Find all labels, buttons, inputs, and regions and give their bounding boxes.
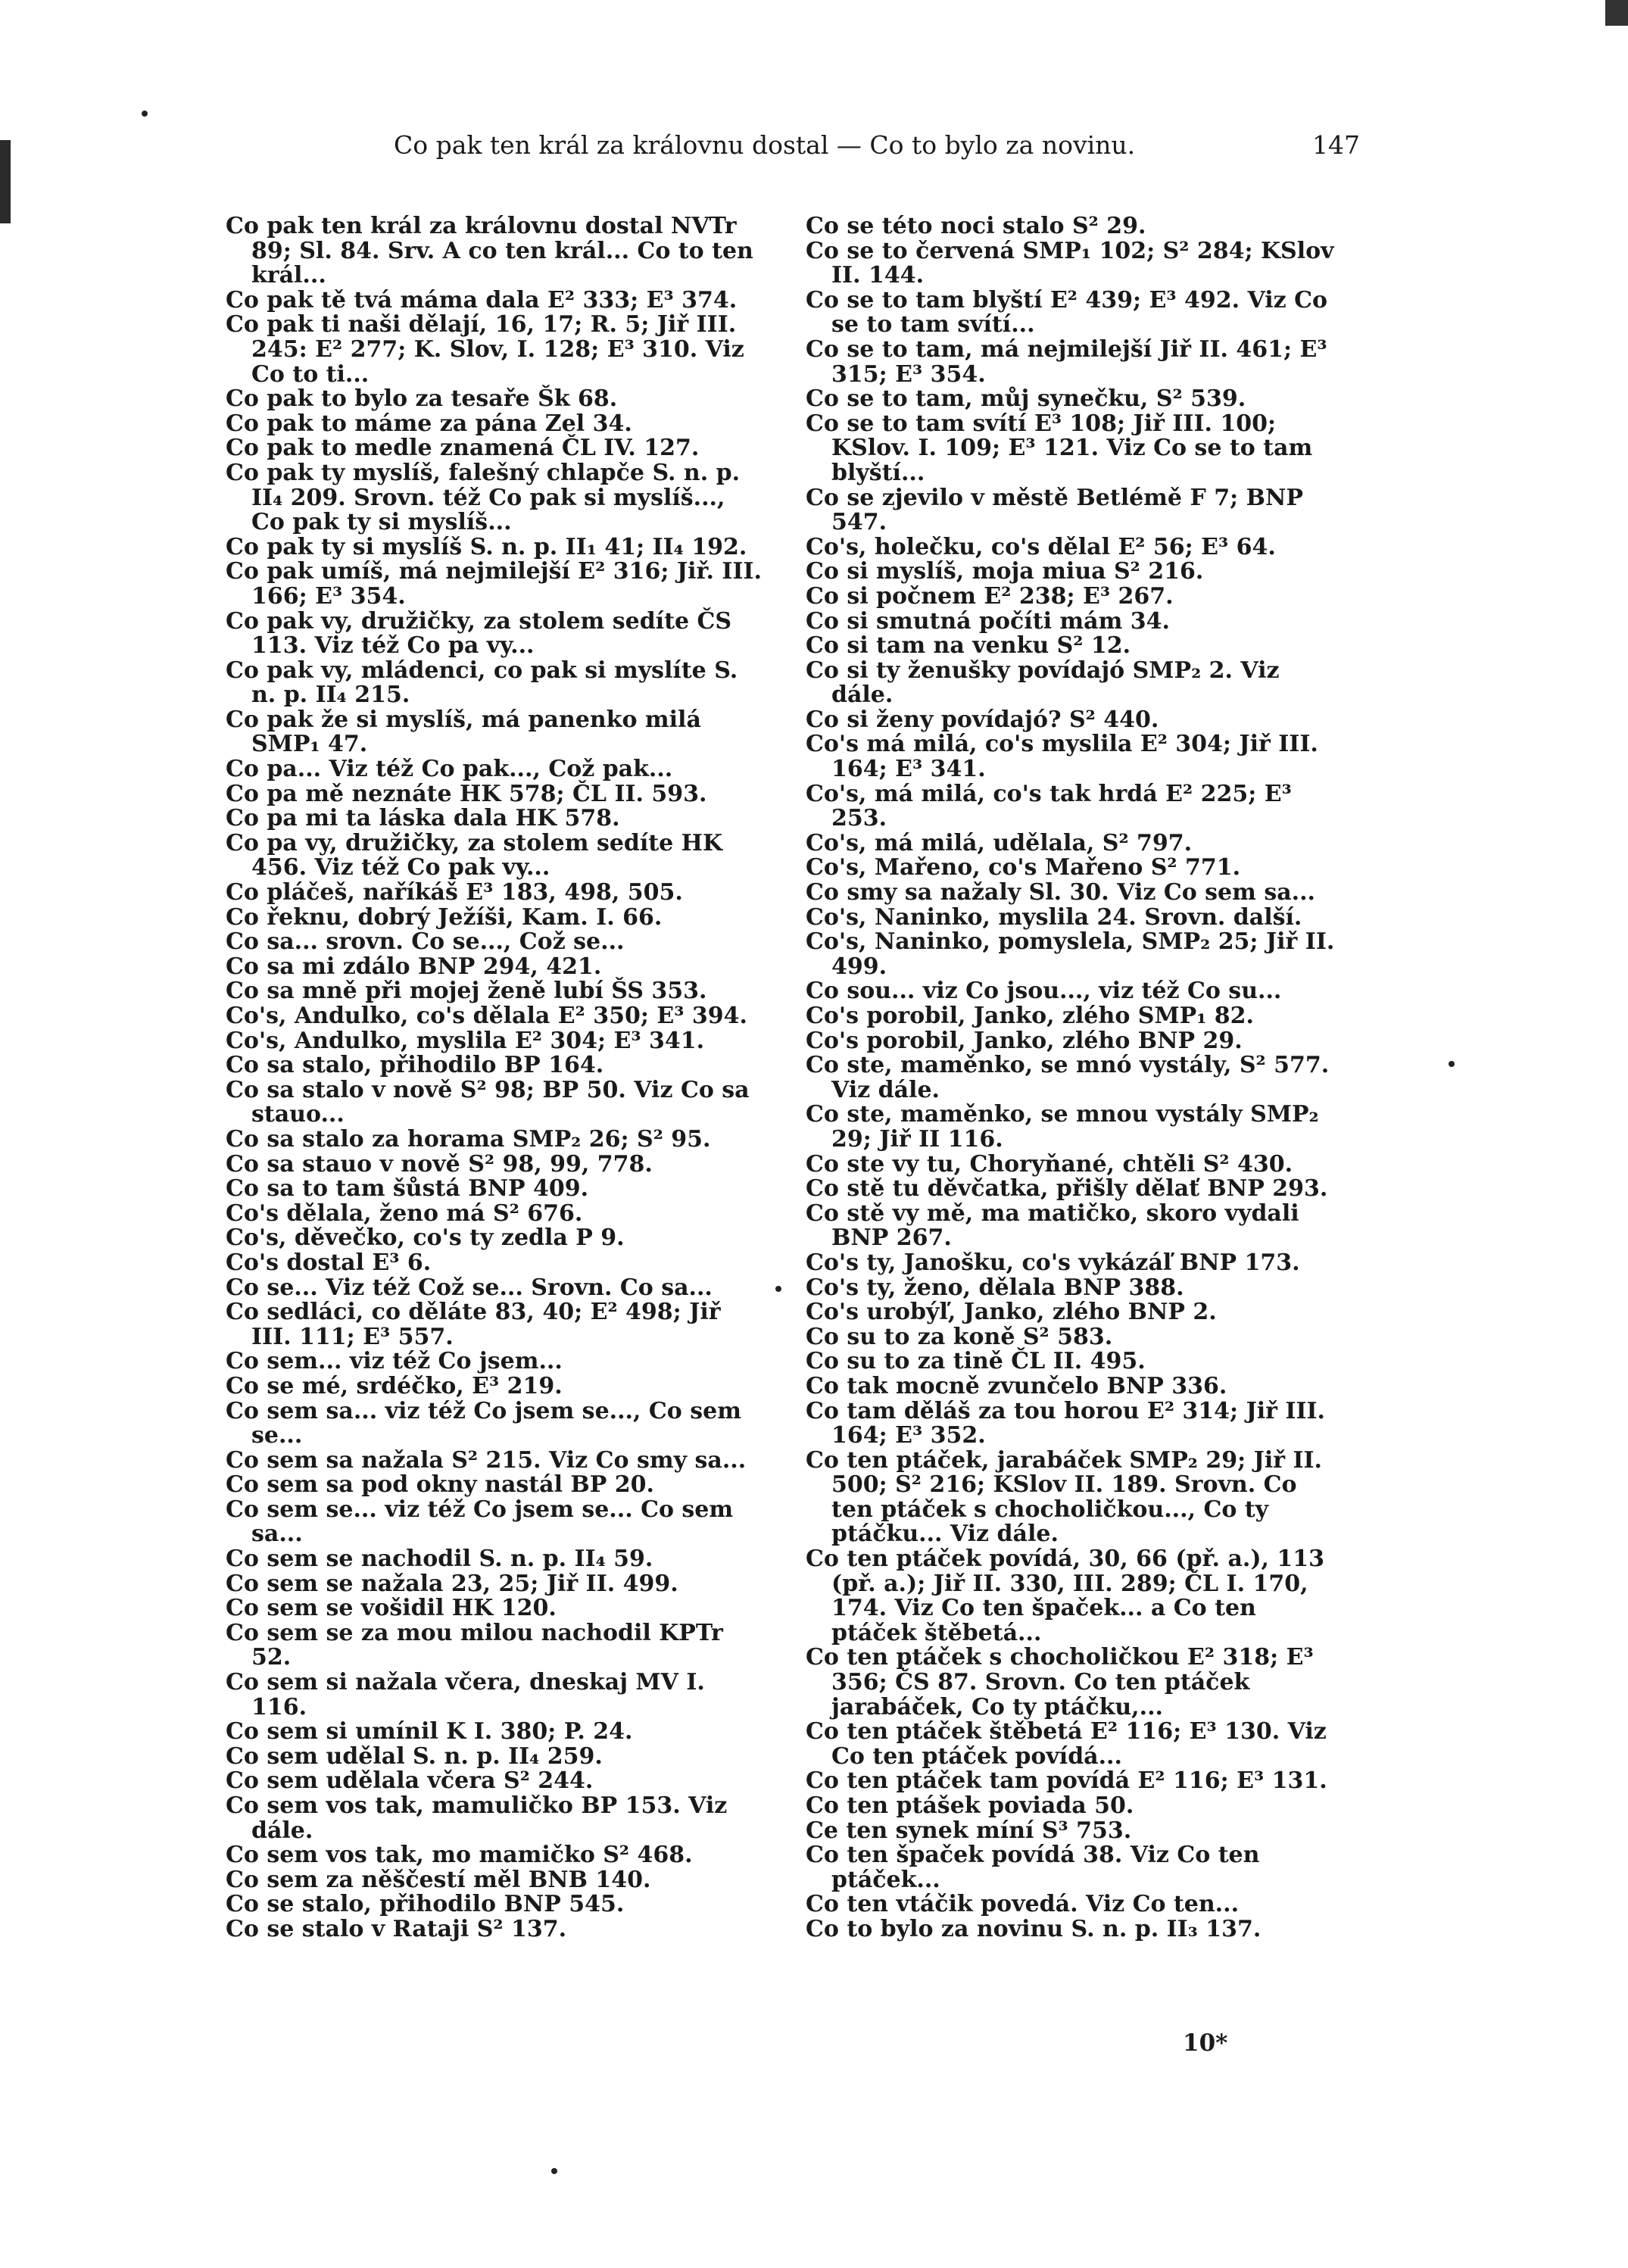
- index-entry: Co's, Andulko, myslila E² 304; E³ 341.: [226, 1027, 705, 1054]
- index-entry: Co's, má milá, co's tak hrdá E² 225; E³ 253.: [806, 780, 1292, 832]
- index-entry: Co se... Viz též Což se... Srovn. Co sa...: [226, 1274, 713, 1301]
- index-entry: Co tam děláš za tou horou E² 314; Jiř III. 164; E³ 352.: [806, 1397, 1325, 1449]
- scan-edge-mark: [0, 140, 11, 223]
- index-entry: Co pak ti naši dělají, 16, 17; R. 5; Jiř III. 245: E² 277; K. Slov, I. 128; E³ 310. Viz Co to ti...: [226, 311, 744, 388]
- index-entry: Co stě vy mě, ma matičko, skoro vydali BNP 267.: [806, 1200, 1299, 1252]
- index-entry: Co pa vy, družičky, za stolem sedíte HK 456. Viz též Co pak vy...: [226, 829, 723, 881]
- index-entry: Co ten ptáček povídá, 30, 66 (př. a.), 113 (př. a.); Jiř II. 330, III. 289; ČL I. 170, 174. Viz Co ten špaček... a Co ten ptáček štěbetá...: [806, 1546, 1325, 1646]
- index-entry: Co ste, maměnko, se mnou vystály SMP₂ 29; Jiř II 116.: [806, 1101, 1319, 1153]
- index-entry: Co pak to medle znamená ČL IV. 127.: [226, 435, 700, 462]
- index-entry: Co sa to tam šůstá BNP 409.: [226, 1175, 589, 1203]
- index-entry: Co's porobil, Janko, zlého SMP₁ 82.: [806, 1003, 1254, 1029]
- index-entry: Co sem vos tak, mamuličko BP 153. Viz dále.: [226, 1792, 728, 1844]
- index-entry: Co ten špaček povídá 38. Viz Co ten ptáček...: [806, 1842, 1260, 1893]
- index-entry: Co tak mocně zvunčelo BNP 336.: [806, 1372, 1227, 1399]
- index-entry: Co sem se za mou milou nachodil KPTr 52.: [226, 1619, 723, 1671]
- index-entry: Co pa mi ta láska dala HK 578.: [226, 805, 620, 832]
- index-entry: Co sou... viz Co jsou..., viz též Co su...: [806, 978, 1282, 1005]
- index-entry: Co pa... Viz též Co pak..., Což pak...: [226, 756, 673, 783]
- index-entry: Co's dělala, ženo má S² 676.: [226, 1200, 583, 1227]
- index-entry: Co sem sa pod okny nastál BP 20.: [226, 1471, 654, 1499]
- index-entry: Co stě tu děvčatka, přišly dělať BNP 293.: [806, 1175, 1328, 1203]
- index-entry: Co sa stalo v nově S² 98; BP 50. Viz Co sa stauo...: [226, 1076, 750, 1128]
- index-entry: Co sa stalo, přihodilo BP 164.: [226, 1052, 604, 1079]
- index-entry: Co se to tam svítí E³ 108; Jiř III. 100; KSlov. I. 109; E³ 121. Viz Co se to tam blyští...: [806, 410, 1313, 486]
- index-entry: Co sedláci, co děláte 83, 40; E² 498; Jiř III. 111; E³ 557.: [226, 1299, 721, 1350]
- index-entry: Co si ty ženušky povídajó SMP₂ 2. Viz dále.: [806, 657, 1280, 709]
- index-entry: Co sem... viz též Co jsem...: [226, 1348, 563, 1375]
- index-entry: Co smy sa nažaly Sl. 30. Viz Co sem sa...: [806, 879, 1315, 906]
- index-entry: Co su to za tině ČL II. 495.: [806, 1348, 1146, 1375]
- index-entry: Co sem si nažala včera, dneskaj MV I. 116.: [226, 1669, 705, 1720]
- index-entry: Co's porobil, Janko, zlého BNP 29.: [806, 1027, 1243, 1054]
- index-entry: Co sem si umínil K I. 380; P. 24.: [226, 1718, 633, 1745]
- speck-dot: [775, 1286, 781, 1292]
- index-entry: Co si smutná počíti mám 34.: [806, 607, 1170, 635]
- index-entry: Co pak ty si myslíš S. n. p. II₁ 41; II₄ 192.: [226, 533, 747, 560]
- index-entry: Co si ženy povídajó? S² 440.: [806, 706, 1159, 733]
- index-entry: Co pak tě tvá máma dala E² 333; E³ 374.: [226, 286, 738, 314]
- index-entry: Co sa mi zdálo BNP 294, 421.: [226, 953, 602, 980]
- index-entry: Co sem se nachodil S. n. p. II₄ 59.: [226, 1546, 653, 1573]
- index-entry: Ce ten synek míní S³ 753.: [806, 1817, 1132, 1844]
- right-column: [806, 214, 1343, 1942]
- index-entry: Co sa... srovn. Co se..., Což se...: [226, 928, 625, 956]
- index-entry: Co pak to bylo za tesaře Šk 68.: [226, 385, 618, 413]
- index-entry: Co sem za něščestí měl BNB 140.: [226, 1866, 651, 1893]
- index-entry: Co se stalo, přihodilo BNP 545.: [226, 1891, 625, 1918]
- index-entry: Co se to tam blyští E² 439; E³ 492. Viz Co se to tam svítí...: [806, 286, 1328, 338]
- index-entry: Co se to tam, můj synečku, S² 539.: [806, 385, 1246, 413]
- index-entry: Co's dostal E³ 6.: [226, 1249, 432, 1276]
- index-entry: Co pak to máme za pána Zel 34.: [226, 410, 632, 437]
- index-entry: Co's má milá, co's myslila E² 304; Jiř III. 164; E³ 341.: [806, 731, 1318, 783]
- index-entry: Co ten ptáček s chocholičkou E² 318; E³ 356; ČS 87. Srovn. Co ten ptáček jarabáček, Co ty ptáčku,...: [806, 1644, 1314, 1720]
- index-entry: Co's, děvečko, co's ty zedla P 9.: [226, 1224, 625, 1252]
- index-entry: Co sa mně při mojej ženě lubí ŠS 353.: [226, 978, 707, 1005]
- index-entry: Co pak že si myslíš, má panenko milá SMP₁ 47.: [226, 706, 701, 758]
- index-entry: Co pak vy, mládenci, co pak si myslíte S. n. p. II₄ 215.: [226, 657, 738, 709]
- index-entry: Co ten ptáček štěbetá E² 116; E³ 130. Viz Co ten ptáček povídá...: [806, 1718, 1327, 1770]
- index-entry: Co's, Naninko, pomyslela, SMP₂ 25; Jiř II. 499.: [806, 928, 1335, 980]
- running-title: Co pak ten král za královnu dostal — Co to bylo za novinu.: [394, 130, 1136, 160]
- index-entry: Co's, Naninko, myslila 24. Srovn. další.: [806, 903, 1302, 931]
- index-entry: Co ten vtáčik povedá. Viz Co ten...: [806, 1891, 1240, 1918]
- index-entry: Co's, Mařeno, co's Mařeno S² 771.: [806, 854, 1241, 881]
- index-entry: Co pak ty myslíš, falešný chlapče S. n. p. II₄ 209. Srovn. též Co pak si myslíš..., Co pak ty si myslíš...: [226, 459, 741, 536]
- index-entry: Co ste vy tu, Choryňané, chtěli S² 430.: [806, 1150, 1293, 1178]
- index-entry: Co ten ptáček, jarabáček SMP₂ 29; Jiř II. 500; S² 216; KSlov II. 189. Srovn. Co ten ptáček s chocholičkou..., Co ty ptáčku... Viz dále.: [806, 1446, 1323, 1548]
- index-entry: Co pak umíš, má nejmilejší E² 316; Jiř. III. 166; E³ 354.: [226, 558, 762, 610]
- speck-dot: [142, 111, 148, 117]
- scan-corner-mark: [1605, 0, 1628, 26]
- index-entry: Co sem udělal S. n. p. II₄ 259.: [226, 1742, 603, 1770]
- index-entry: Co's urobýľ, Janko, zlého BNP 2.: [806, 1299, 1217, 1326]
- index-entry: Co's, má milá, udělala, S² 797.: [806, 829, 1193, 856]
- index-entry: Co's ty, Janošku, co's vykázáľ BNP 173.: [806, 1249, 1300, 1276]
- index-entry: Co se této noci stalo S² 29.: [806, 213, 1146, 239]
- index-entry: Co's, Andulko, co's dělala E² 350; E³ 394.: [226, 1003, 747, 1029]
- index-entry: Co pa mě neznáte HK 578; ČL II. 593.: [226, 780, 707, 807]
- index-entry: Co pak vy, družičky, za stolem sedíte ČS 113. Viz též Co pa vy...: [226, 607, 732, 660]
- page-header: [394, 130, 1360, 165]
- index-entry: Co se to červená SMP₁ 102; S² 284; KSlov II. 144.: [806, 237, 1334, 289]
- index-entry: Co si myslíš, moja miua S² 216.: [806, 558, 1204, 585]
- index-entry: Co sem se... viz též Co jsem se... Co sem sa...: [226, 1496, 734, 1548]
- page-number: 147: [1312, 130, 1360, 160]
- index-entry: Co sem sa... viz též Co jsem se..., Co sem se...: [226, 1397, 741, 1449]
- index-entry: Co sa stalo za horama SMP₂ 26; S² 95.: [226, 1125, 711, 1153]
- index-entry: Co se to tam, má nejmilejší Jiř II. 461; E³ 315; E³ 354.: [806, 335, 1327, 388]
- index-entry: Co ten ptášek poviada 50.: [806, 1792, 1134, 1819]
- index-entry: Co se mé, srdéčko, E³ 219.: [226, 1372, 563, 1399]
- index-entry: Co si tam na venku S² 12.: [806, 632, 1131, 660]
- index-entry: Co su to za koně S² 583.: [806, 1323, 1113, 1350]
- index-entry: Co řeknu, dobrý Ježíši, Kam. I. 66.: [226, 903, 663, 931]
- index-entry: Co sem se nažala 23, 25; Jiř II. 499.: [226, 1570, 678, 1597]
- speck-dot: [1449, 1061, 1455, 1067]
- index-entry: Co sa stauo v nově S² 98, 99, 778.: [226, 1150, 653, 1178]
- index-entry: Co sem vos tak, mo mamičko S² 468.: [226, 1842, 693, 1869]
- index-entry: Co pláčeš, naříkáš E³ 183, 498, 505.: [226, 879, 683, 906]
- index-entry: Co ten ptáček tam povídá E² 116; E³ 131.: [806, 1767, 1327, 1795]
- index-entry: Co sem sa nažala S² 215. Viz Co smy sa...: [226, 1446, 747, 1474]
- index-entry: Co's ty, ženo, dělala BNP 388.: [806, 1274, 1184, 1301]
- signature-mark: 10*: [1183, 2029, 1228, 2057]
- index-entry: Co sem udělala včera S² 244.: [226, 1767, 594, 1795]
- index-entry: Co's, holečku, co's dělal E² 56; E³ 64.: [806, 533, 1276, 560]
- index-entry: Co se stalo v Rataji S² 137.: [226, 1915, 567, 1942]
- index-entry: Co sem se vošidil HK 120.: [226, 1595, 557, 1622]
- speck-dot: [551, 2168, 557, 2174]
- index-entry: Co se zjevilo v městě Betlémě F 7; BNP 547.: [806, 484, 1303, 536]
- index-entry: Co si počnem E² 238; E³ 267.: [806, 582, 1174, 610]
- left-column: [226, 214, 763, 1942]
- index-entry: Co to bylo za novinu S. n. p. II₃ 137.: [806, 1915, 1262, 1942]
- index-entry: Co ste, maměnko, se mnó vystály, S² 577. Viz dále.: [806, 1052, 1330, 1103]
- index-entry: Co pak ten král za královnu dostal NVTr 89; Sl. 84. Srv. A co ten král... Co to ten král...: [226, 213, 753, 289]
